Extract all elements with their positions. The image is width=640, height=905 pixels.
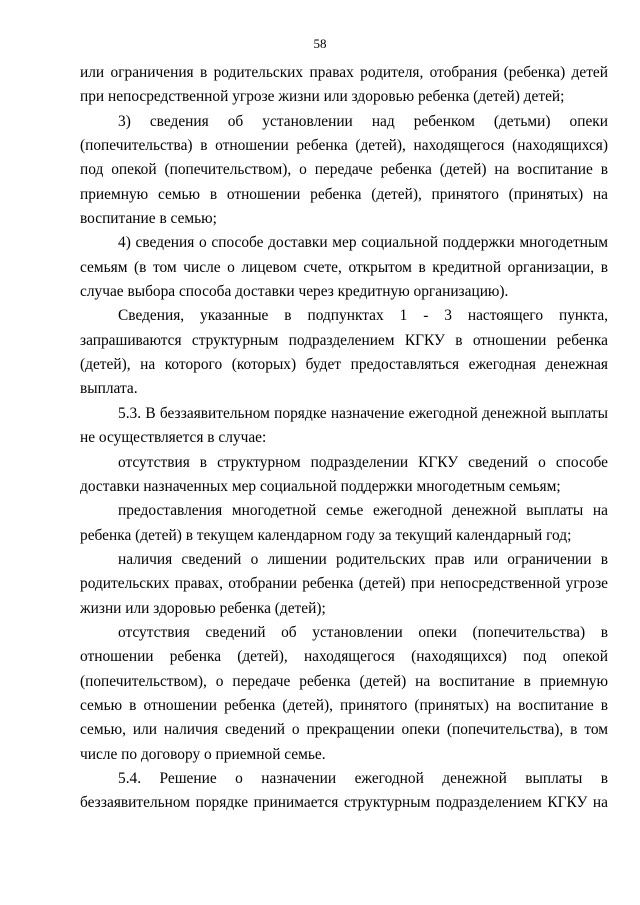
paragraph-case-delivery: отсутствия в структурном подразделении КГКУ сведений о способе доставки назначенных мер социальной поддержки многодетным семьям;: [80, 453, 608, 495]
paragraph-item-3: 3) сведения об установлении над ребенком (детьми) опеки (попечительства) в отношении ребенка (детей), находящегося (находящихся) под опекой (попечительством), о передаче ребенка (детей) на воспитание в приемную семью в отношении ребенка (детей), принятого (принятых) на воспитание в семью;: [80, 112, 608, 228]
paragraph-section-5-3: 5.3. В беззаявительном порядке назначение ежегодной денежной выплаты не осуществляется в случае:: [80, 404, 608, 447]
paragraph-case-already-paid: предоставления многодетной семье ежегодной денежной выплаты на ребенка (детей) в текущем календарном году за текущий календарный год;: [80, 502, 608, 544]
page-number: 58: [313, 36, 327, 51]
paragraph-case-guardianship: отсутствия сведений об установлении опеки (попечительства) в отношении ребенка (детей), находящегося (находящихся) под опекой (попечительством), о передаче ребенка (детей) на воспитание в приемную семью в отношении ребенка (детей), принятого (принятых) на воспитание в семью, или наличия сведений о прекращении опеки (попечительства), в том числе по договору о приемной семье.: [80, 623, 608, 763]
paragraph-continuation: или ограничения в родительских правах родителя, отобрания (ребенка) детей при непосредственной угрозе жизни или здоровью ребенка (детей) детей;: [80, 64, 608, 106]
document-body: [80, 61, 608, 816]
paragraph-subitems-note: Сведения, указанные в подпунктах 1 - 3 настоящего пункта, запрашиваются структурным подразделением КГКУ в отношении ребенка (детей), на которого (которых) будет предоставляться ежегодная денежная выплата.: [80, 307, 608, 398]
paragraph-item-4: 4) сведения о способе доставки мер социальной поддержки многодетным семьям (в том числе о лицевом счете, открытом в кредитной организации, в случае выбора способа доставки через кредитную организацию).: [80, 234, 608, 301]
paragraph-section-5-4: 5.4. Решение о назначении ежегодной денежной выплаты в беззаявительном порядке принимается структурным подразделением КГКУ на: [80, 769, 608, 812]
paragraph-case-deprivation: наличия сведений о лишении родительских прав или ограничении в родительских правах, отобрании ребенка (детей) при непосредственной угрозе жизни или здоровью ребенка (детей);: [80, 550, 608, 617]
